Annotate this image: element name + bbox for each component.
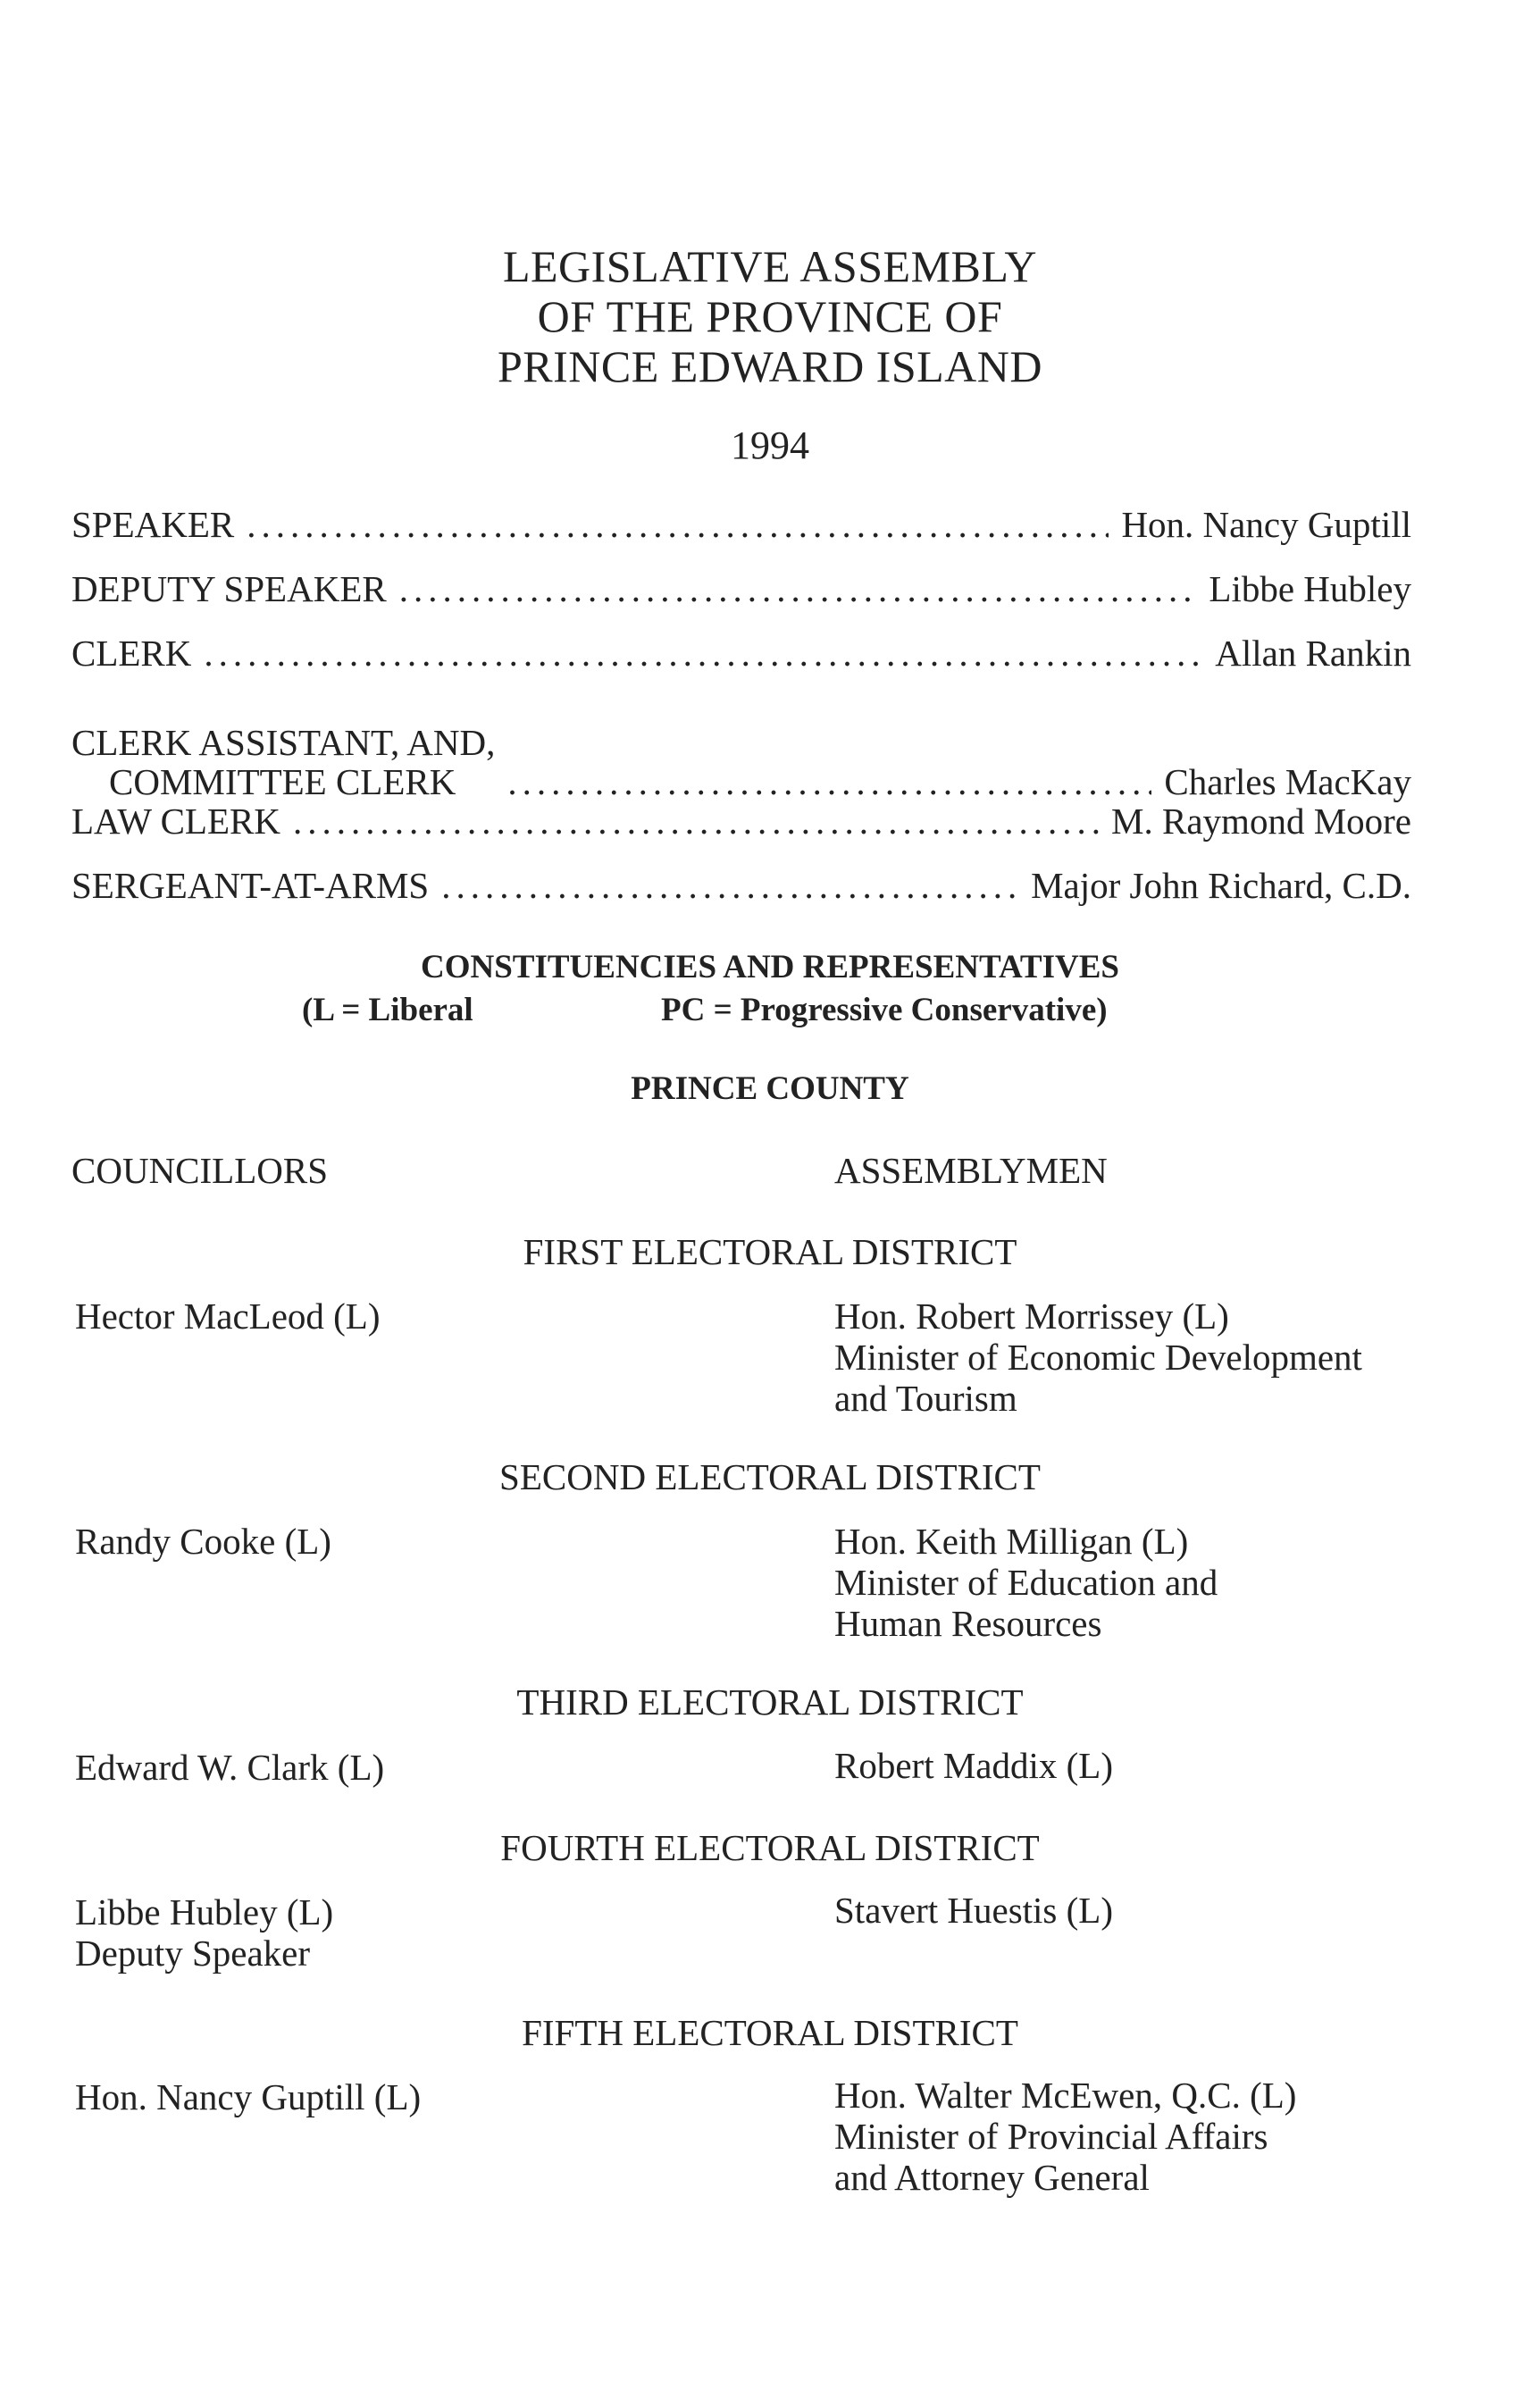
district-title: SECOND ELECTORAL DISTRICT — [499, 1456, 1041, 1497]
officer-name: Charles MacKay — [1164, 761, 1411, 802]
dot-leader — [247, 505, 1109, 544]
councillor-entry — [75, 1295, 381, 1337]
county-heading: PRINCE COUNTY — [631, 1070, 909, 1107]
assemblyman-role: Human Resources — [834, 1603, 1102, 1644]
assemblyman-name: Stavert Huestis (L) — [834, 1890, 1113, 1931]
assemblyman-role: and Tourism — [834, 1378, 1017, 1419]
assemblyman-entry — [834, 1745, 1113, 1786]
officer-row — [71, 633, 1411, 698]
officer-name: Hon. Nancy Guptill — [1121, 504, 1411, 545]
assemblyman-entry — [834, 2075, 1296, 2198]
officer-row — [71, 505, 1411, 569]
title-line-3: PRINCE EDWARD ISLAND — [498, 341, 1042, 391]
dot-leader — [441, 866, 1018, 905]
officer-row — [71, 698, 1411, 801]
officer-row — [71, 801, 1411, 866]
officer-title-line: CLERK ASSISTANT, AND, — [71, 722, 496, 763]
district-title: FIRST ELECTORAL DISTRICT — [523, 1231, 1017, 1272]
officer-title: SPEAKER — [71, 504, 235, 545]
councillor-name: Hon. Nancy Guptill (L) — [75, 2076, 422, 2117]
councillor-name: Randy Cooke (L) — [75, 1521, 331, 1562]
legend-liberal: (L = Liberal — [302, 992, 473, 1028]
dot-leader — [293, 801, 1099, 841]
councillor-name: Libbe Hubley (L) — [75, 1891, 334, 1933]
officer-title-line: COMMITTEE CLERK — [109, 761, 456, 802]
assemblyman-role: and Attorney General — [834, 2157, 1150, 2198]
councillor-name: Hector MacLeod (L) — [75, 1295, 381, 1337]
officer-title: LAW CLERK — [71, 801, 280, 842]
dot-leader — [507, 762, 1151, 801]
assemblyman-name: Hon. Walter McEwen, Q.C. (L) — [834, 2075, 1297, 2116]
column-heading-assemblymen: ASSEMBLYMEN — [834, 1150, 1108, 1191]
officer-name: M. Raymond Moore — [1111, 801, 1411, 842]
officer-title — [71, 723, 495, 801]
dot-leader — [399, 569, 1197, 608]
constituencies-heading: CONSTITUENCIES AND REPRESENTATIVES — [420, 949, 1119, 985]
officers-list — [71, 505, 1411, 930]
district-title: FIFTH ELECTORAL DISTRICT — [522, 2012, 1018, 2053]
title-line-1: LEGISLATIVE ASSEMBLY — [502, 241, 1038, 291]
assemblyman-name: Hon. Keith Milligan (L) — [834, 1521, 1189, 1562]
officer-name: Libbe Hubley — [1209, 568, 1411, 609]
district-title: FOURTH ELECTORAL DISTRICT — [500, 1827, 1040, 1868]
assemblyman-name: Hon. Robert Morrissey (L) — [834, 1295, 1229, 1337]
title-line-2: OF THE PROVINCE OF — [537, 291, 1003, 341]
councillor-entry — [75, 2076, 421, 2117]
dot-leader — [204, 633, 1202, 673]
councillor-entry — [75, 1891, 333, 1974]
officer-row — [71, 866, 1411, 930]
document-title — [0, 241, 1540, 468]
district-title: THIRD ELECTORAL DISTRICT — [516, 1681, 1024, 1723]
legend-progressive-conservative: PC = Progressive Conservative) — [661, 992, 1108, 1028]
column-heading-councillors: COUNCILLORS — [71, 1150, 329, 1191]
assemblyman-entry — [834, 1890, 1113, 1931]
officer-title: CLERK — [71, 633, 192, 674]
assemblyman-role: Minister of Economic Development — [834, 1337, 1362, 1378]
officer-row — [71, 569, 1411, 633]
assemblyman-entry — [834, 1521, 1218, 1644]
assemblyman-role: Minister of Provincial Affairs — [834, 2116, 1268, 2157]
councillor-name: Edward W. Clark (L) — [75, 1747, 385, 1788]
assemblyman-role: Minister of Education and — [834, 1562, 1218, 1603]
officer-name: Major John Richard, C.D. — [1031, 865, 1411, 906]
title-year: 1994 — [731, 423, 809, 467]
assemblyman-entry — [834, 1295, 1362, 1419]
councillor-entry — [75, 1521, 331, 1562]
councillor-entry — [75, 1747, 384, 1788]
officer-title: SERGEANT-AT-ARMS — [71, 865, 430, 906]
assemblyman-name: Robert Maddix (L) — [834, 1745, 1113, 1786]
officer-name: Allan Rankin — [1215, 633, 1411, 674]
officer-title: DEPUTY SPEAKER — [71, 568, 387, 609]
councillor-role: Deputy Speaker — [75, 1933, 310, 1974]
